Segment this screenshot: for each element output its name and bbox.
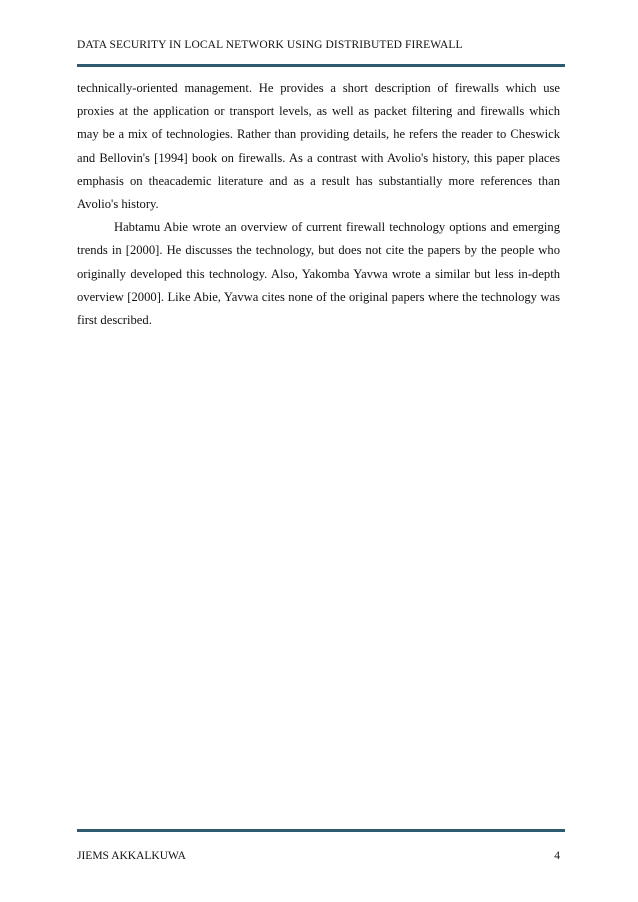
running-header: DATA SECURITY IN LOCAL NETWORK USING DISTRIBUTED FIREWALL [77, 39, 463, 51]
paragraph: technically-oriented management. He provides a short description of firewalls which use proxies at the application or transport levels, as well as packet filtering and firewalls which may be a mix of technologies. Rather than providing details, he refers the reader to Cheswick and Bellovin's [1994] book on firewalls. As a contrast with Avolio's history, this paper places emphasis on theacademic literature and as a result has substantially more references than Avolio's history. [77, 81, 560, 212]
footer-institution: JIEMS AKKALKUWA [77, 850, 186, 862]
document-body [77, 77, 560, 332]
paragraph: Habtamu Abie wrote an overview of current firewall technology options and emerging trends in [2000]. He discusses the technology, but does not cite the papers by the people who originally developed this technology. Also, Yakomba Yavwa wrote a similar but less in-depth overview [2000]. Like Abie, Yavwa cites none of the original papers where the technology was first described. [77, 220, 560, 328]
footer-divider [77, 829, 565, 832]
page-number: 4 [554, 850, 560, 862]
header-divider [77, 64, 565, 67]
